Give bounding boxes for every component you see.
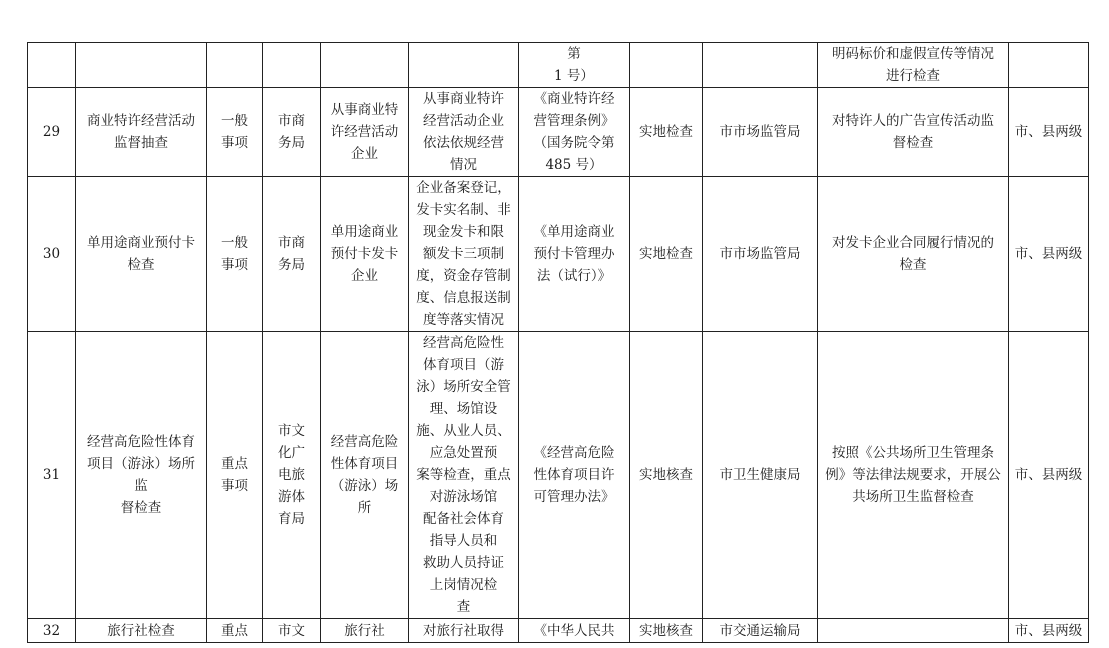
cell-method: 实地检查: [630, 177, 703, 332]
table-row: [28, 88, 1089, 177]
cell-method: 实地核查: [630, 619, 703, 643]
cell-category: 重点: [207, 619, 263, 643]
cell-department: 市商 务局: [263, 88, 321, 177]
cell-content: 对旅行社取得: [409, 619, 519, 643]
cell-implementer: 市交通运输局: [703, 619, 818, 643]
cell-target: 单用途商业 预付卡发卡 企业: [321, 177, 409, 332]
cell-basis: 第 1 号）: [519, 43, 630, 88]
cell-item-name: 单用途商业预付卡 检查: [76, 177, 207, 332]
cell-basis: 《商业特许经 营管理条例》 （国务院令第 485 号）: [519, 88, 630, 177]
cell-notes: 按照《公共场所卫生管理条 例》等法律法规要求，开展公 共场所卫生监督检查: [818, 332, 1009, 619]
cell-department: 市商 务局: [263, 177, 321, 332]
table-row: [28, 619, 1089, 643]
cell-number: 30: [28, 177, 76, 332]
cell-basis: 《经营高危险 性体育项目许 可管理办法》: [519, 332, 630, 619]
cell-basis: 《单用途商业 预付卡管理办 法（试行）》: [519, 177, 630, 332]
cell-content: 经营高危险性 体育项目（游 泳）场所安全管 理、场馆设 施、从业人员、 应急处置预 案等检查，重点 对游泳场馆 配备社会体育 指导人员和 救助人员持证 上岗情况检 查: [409, 332, 519, 619]
cell-notes: 对特许人的广告宣传活动监 督检查: [818, 88, 1009, 177]
cell-target: [321, 43, 409, 88]
cell-category: 重点 事项: [207, 332, 263, 619]
cell-method: 实地检查: [630, 88, 703, 177]
cell-item-name: 商业特许经营活动 监督抽查: [76, 88, 207, 177]
cell-target: 旅行社: [321, 619, 409, 643]
cell-content: [409, 43, 519, 88]
table-row: [28, 177, 1089, 332]
cell-basis: 《中华人民共: [519, 619, 630, 643]
cell-level: [1009, 43, 1089, 88]
cell-method: 实地核查: [630, 332, 703, 619]
cell-department: [263, 43, 321, 88]
cell-implementer: [703, 43, 818, 88]
inspection-items-table: [27, 42, 1089, 643]
cell-content: 从事商业特许 经营活动企业 依法依规经营 情况: [409, 88, 519, 177]
cell-notes: 明码标价和虚假宣传等情况 进行检查: [818, 43, 1009, 88]
cell-number: 31: [28, 332, 76, 619]
cell-department: 市文 化广 电旅 游体 育局: [263, 332, 321, 619]
cell-target: 经营高危险 性体育项目 （游泳）场所: [321, 332, 409, 619]
cell-target: 从事商业特 许经营活动 企业: [321, 88, 409, 177]
cell-department: 市文: [263, 619, 321, 643]
cell-item-name: [76, 43, 207, 88]
cell-notes: [818, 619, 1009, 643]
table-body: [28, 43, 1089, 643]
cell-implementer: 市市场监管局: [703, 177, 818, 332]
cell-category: 一般 事项: [207, 88, 263, 177]
cell-number: 29: [28, 88, 76, 177]
cell-category: 一般 事项: [207, 177, 263, 332]
cell-number: [28, 43, 76, 88]
cell-category: [207, 43, 263, 88]
cell-number: 32: [28, 619, 76, 643]
cell-level: 市、县两级: [1009, 177, 1089, 332]
cell-content: 企业备案登记， 发卡实名制、非 现金发卡和限 额发卡三项制 度，资金存管制 度、信息报送制 度等落实情况: [409, 177, 519, 332]
cell-notes: 对发卡企业合同履行情况的 检查: [818, 177, 1009, 332]
cell-implementer: 市卫生健康局: [703, 332, 818, 619]
table-row: [28, 43, 1089, 88]
cell-level: 市、县两级: [1009, 88, 1089, 177]
cell-level: 市、县两级: [1009, 619, 1089, 643]
table-row: [28, 332, 1089, 619]
cell-implementer: 市市场监管局: [703, 88, 818, 177]
cell-item-name: 旅行社检查: [76, 619, 207, 643]
cell-item-name: 经营高危险性体育 项目（游泳）场所监 督检查: [76, 332, 207, 619]
cell-level: 市、县两级: [1009, 332, 1089, 619]
cell-method: [630, 43, 703, 88]
